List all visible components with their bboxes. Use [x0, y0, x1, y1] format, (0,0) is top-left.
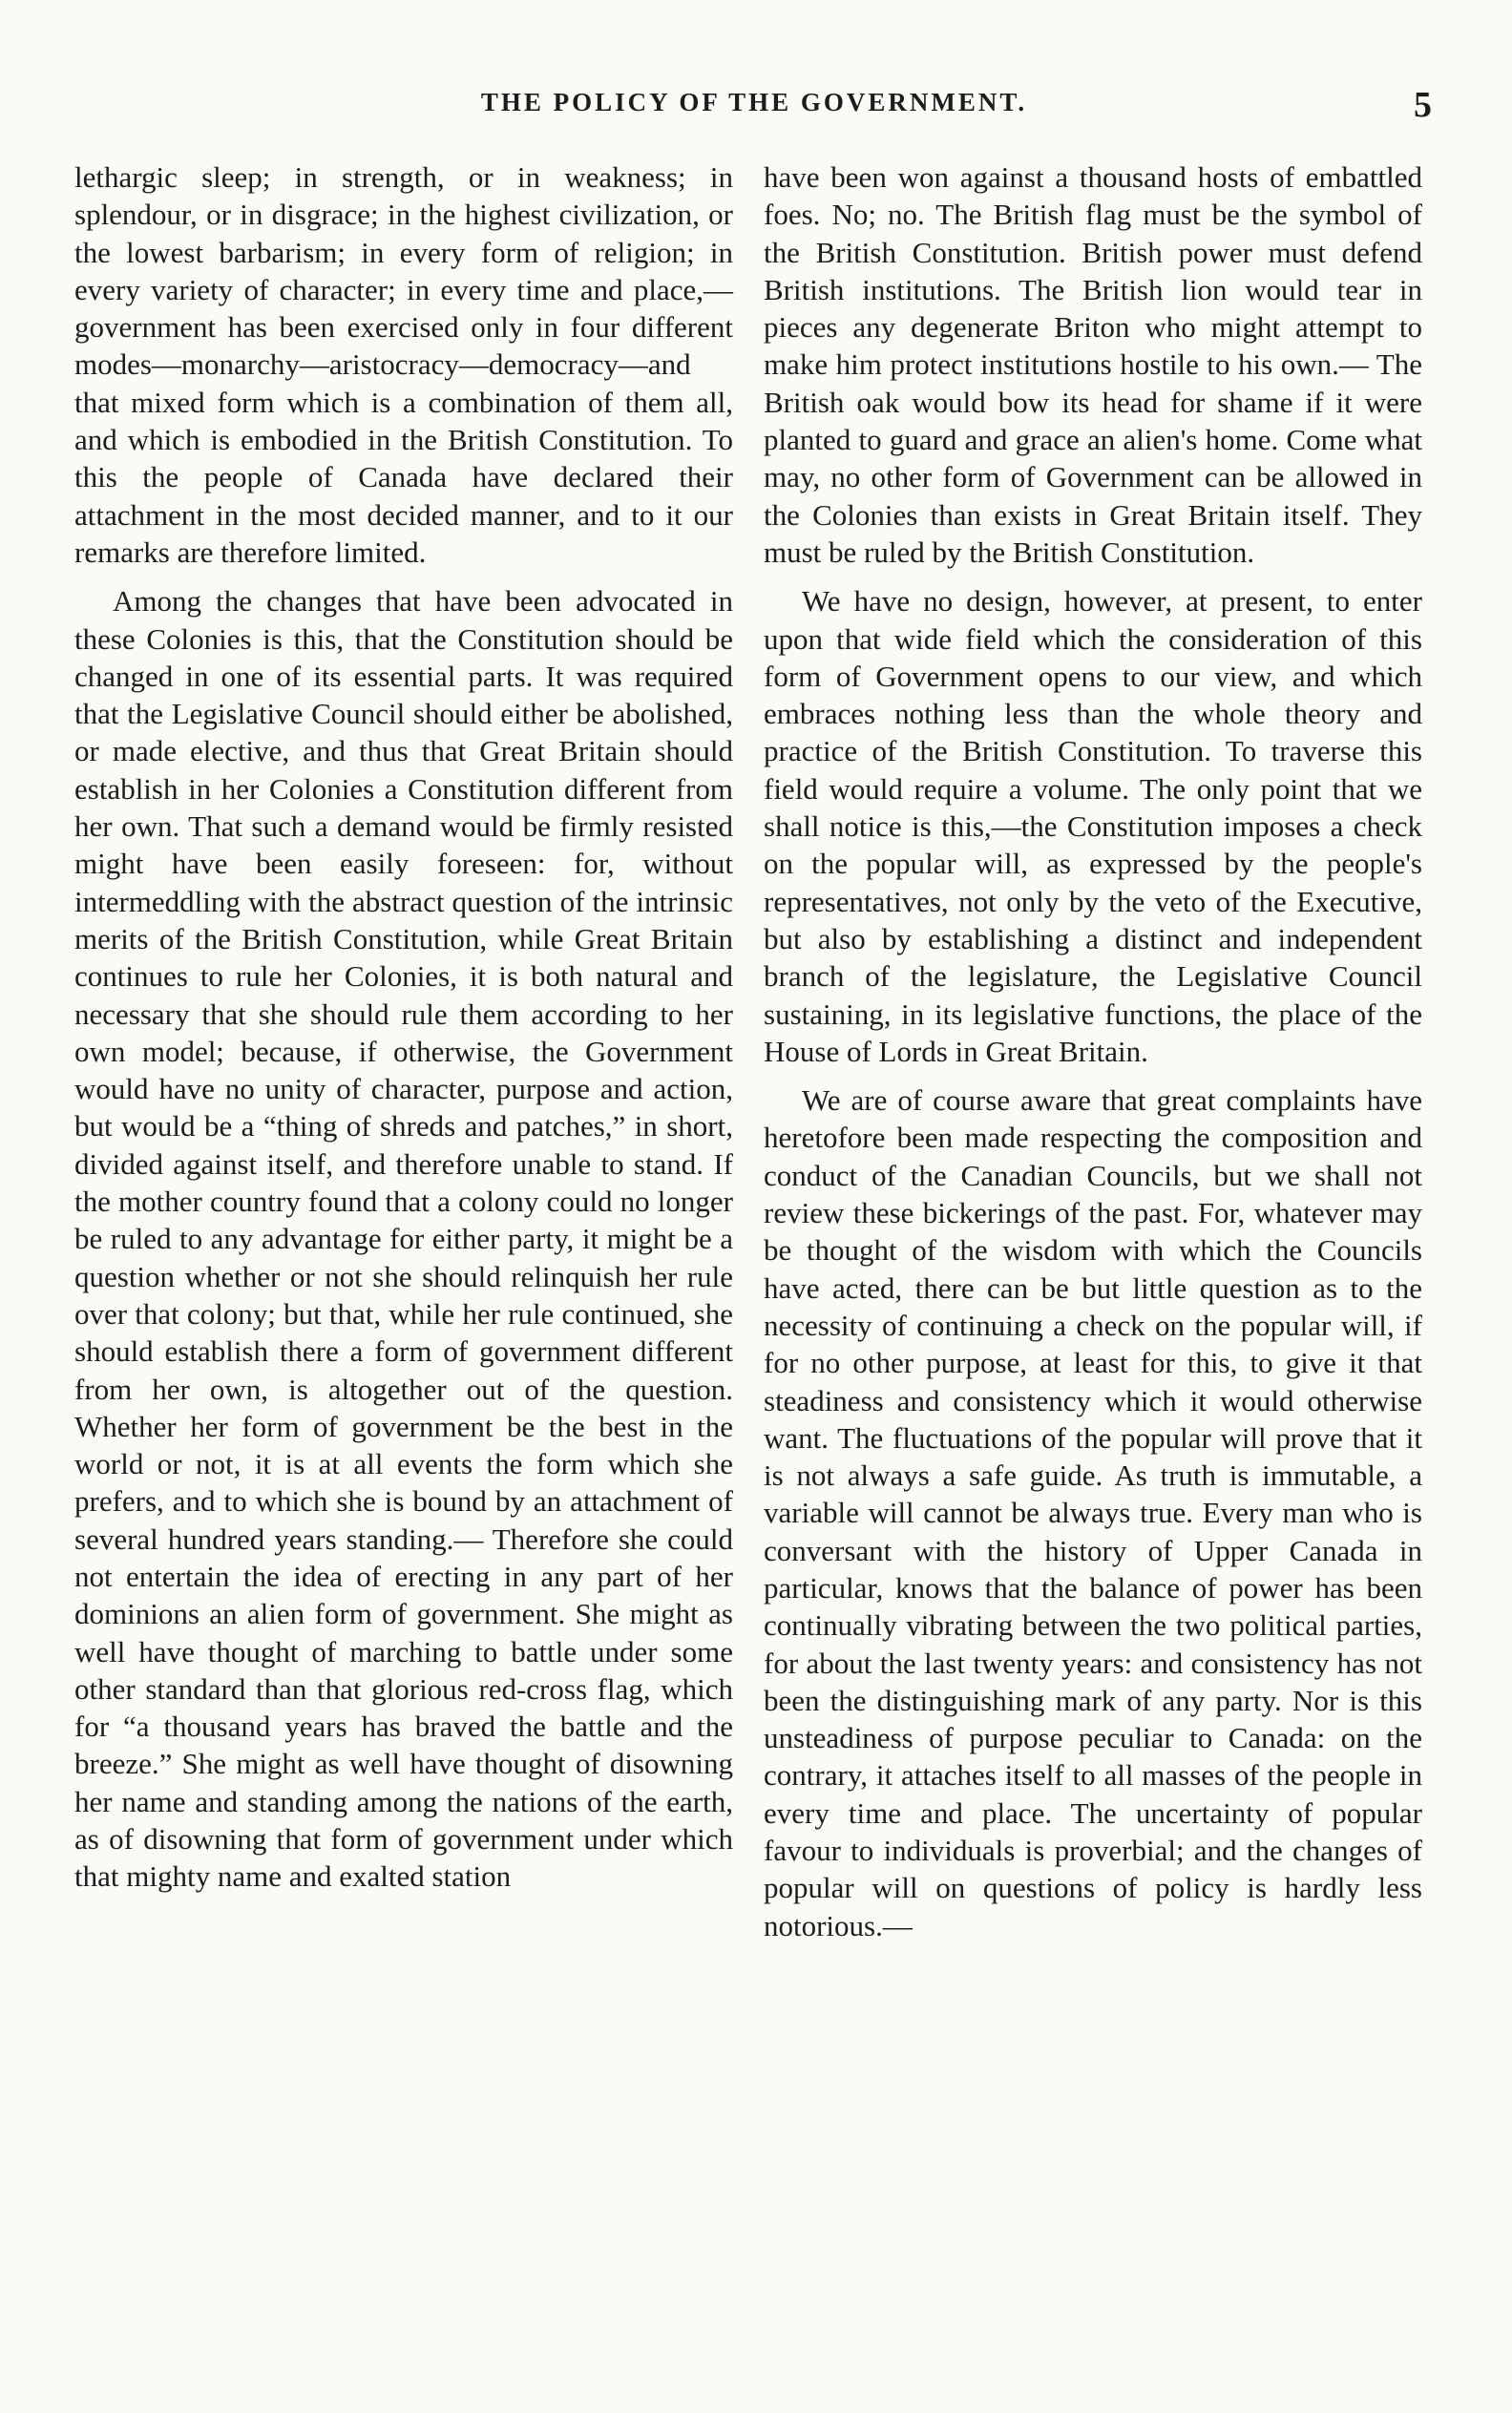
paragraph: We are of course aware that great complaints have heretofore been made respecting the composition and conduct of the Canadian Councils, but we shall not review these bickerings of the past. For, whatever may be thought of the wisdom with which the Councils have acted, there can be but little question as to the necessity of continuing a check on the popular will, if for no other purpose, at least for this, to give it that steadiness and consistency which it would otherwise want. The fluctuations of the popular will prove that it is not always a safe guide. As truth is immutable, a variable will cannot be always true. Every man who is conversant with the history of Upper Canada in particular, knows that the balance of power has been continually vibrating between the two political parties, for about the last twenty years: and consistency has not been the distinguishing mark of any party. Nor is this unsteadiness of purpose peculiar to Canada: on the contrary, it attaches itself to all masses of the people in every time and place. The uncertainty of popular favour to individuals is proverbial; and the changes of popular will on questions of policy is hardly less notorious.—: [764, 1083, 1422, 1942]
left-column: [74, 158, 733, 1907]
page-number: 5: [1414, 85, 1432, 125]
right-column: [764, 158, 1422, 1956]
paragraph: Among the changes that have been advocated in these Colonies is this, that the Constitution should be changed in one of its essential parts. It was required that the Legislative Council should either be abolished, or made elective, and thus that Great Britain should establish in her Colonies a Constitution different from her own. That such a demand would be firmly resisted might have been easily foreseen: for, without intermeddling with the abstract question of the intrinsic merits of the British Constitution, while Great Britain continues to rule her Colonies, it is both natural and necessary that she should rule them according to her own model; because, if otherwise, the Government would have no unity of character, purpose and action, but would be a “thing of shreds and patches,” in short, divided against itself, and therefore unable to stand. If the mother country found that a colony could no longer be ruled to any advantage for either party, it might be a question whether or not she should relinquish her rule over that colony; but that, while her rule continued, she should establish there a form of government different from her own, is altogether out of the question. Whether her form of government be the best in the world or not, it is at all events the form which she prefers, and to which she is bound by an attachment of several hundred years standing.— Therefore she could not entertain the idea of erecting in any part of her dominions an alien form of government. She might as well have thought of marching to battle under some other standard than that glorious red-cross flag, which for “a thousand years has braved the battle and the breeze.” She might as well have thought of disowning her name and standing among the nations of the earth, as of disowning that form of government under which that mighty name and exalted station: [74, 584, 733, 1894]
paragraph: We have no design, however, at present, to enter upon that wide field which the consideration of this form of Government opens to our view, and which embraces nothing less than the whole theory and practice of the British Constitution. To traverse this field would require a volume. The only point that we shall notice is this,—the Constitution imposes a check on the popular will, as expressed by the people's representatives, not only by the veto of the Executive, but also by establishing a distinct and independent branch of the legislature, the Legislative Council sustaining, in its legislative functions, the place of the House of Lords in Great Britain.: [764, 584, 1422, 1068]
paragraph: have been won against a thousand hosts of embattled foes. No; no. The British flag must be the symbol of the British Constitution. British power must defend British institutions. The British lion would tear in pieces any degenerate Briton who might attempt to make him protect institutions hostile to his own.— The British oak would bow its head for shame if it were planted to guard and grace an alien's home. Come what may, no other form of Government can be allowed in the Colonies than exists in Great Britain itself. They must be ruled by the British Constitution.: [764, 160, 1422, 569]
running-head: [76, 85, 1432, 136]
paragraph: lethargic sleep; in strength, or in weakness; in splendour, or in disgrace; in the highest civilization, or the lowest barbarism; in every form of religion; in every variety of character; in every time and place,—government has been exercised only in four different modes—monarchy—aristocracy—democracy—and that mixed form which is a combination of them all, and which is embodied in the British Constitution. To this the people of Canada have declared their attachment in the most decided manner, and to it our remarks are therefore limited.: [74, 160, 733, 569]
running-title: THE POLICY OF THE GOVERNMENT.: [480, 88, 1028, 116]
